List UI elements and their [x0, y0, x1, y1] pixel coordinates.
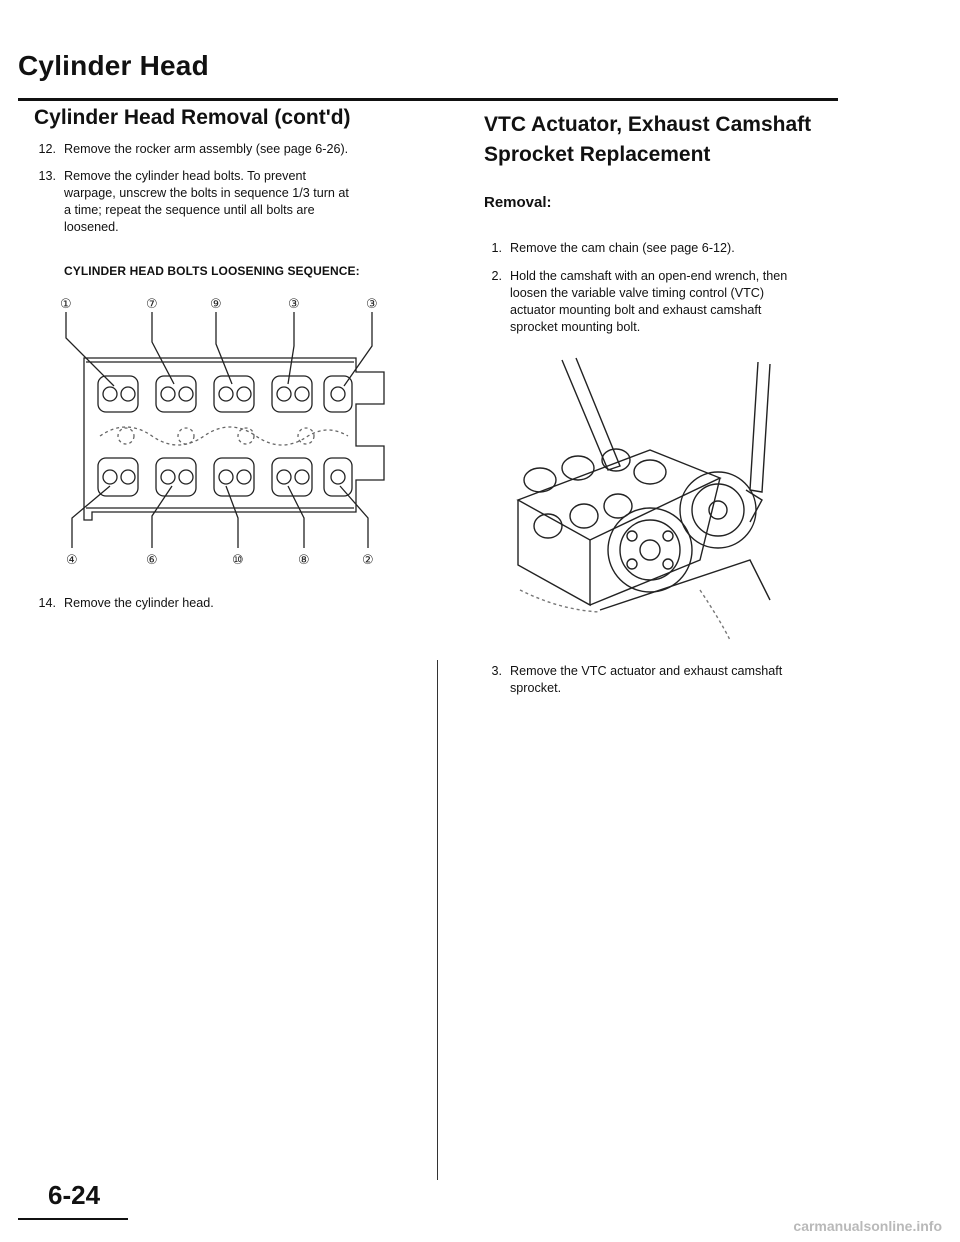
header-rule — [18, 98, 838, 101]
step-number: 1. — [491, 241, 502, 255]
page-number: 6-24 — [48, 1180, 101, 1210]
step-number: 13. — [38, 169, 56, 183]
diagram-caption: CYLINDER HEAD BOLTS LOOSENING SEQUENCE: — [64, 264, 360, 278]
bolt-label-top-1: ① — [60, 297, 72, 312]
step-text-line: a time; repeat the sequence until all bolts are — [64, 203, 315, 217]
section-title-vtc-line1: VTC Actuator, Exhaust Camshaft — [484, 113, 812, 136]
step-text: Remove the rocker arm assembly (see page 6-26). — [64, 142, 349, 156]
step-text: Remove the cylinder head. — [64, 596, 214, 610]
camshaft-wrench-illustration — [500, 350, 820, 650]
step-text: Remove the cam chain (see page 6-12). — [510, 241, 735, 255]
step-13 — [34, 168, 414, 240]
bolt-label-bottom-2: ⑥ — [146, 553, 158, 568]
step-text-line: Hold the camshaft with an open-end wrench, then — [510, 269, 788, 283]
step-text-line: Remove the VTC actuator and exhaust camshaft — [510, 664, 783, 678]
bolt-label-bottom-5: ② — [362, 553, 374, 568]
column-divider — [437, 660, 438, 1180]
step-text-line: sprocket. — [510, 681, 562, 695]
step-text-line: warpage, unscrew the bolts in sequence 1/3 turn at — [64, 186, 349, 200]
step-text-line: sprocket mounting bolt. — [510, 320, 641, 334]
section-title-head-removal: Cylinder Head Removal (cont'd) — [34, 106, 351, 129]
step-3 — [484, 663, 844, 699]
bolt-label-top-5: ③ — [366, 297, 378, 312]
step-text-line: loosened. — [64, 220, 119, 234]
bolt-label-top-4: ③ — [288, 297, 300, 312]
watermark: carmanualsonline.info — [793, 1218, 942, 1234]
section-title-vtc-line2: Sprocket Replacement — [484, 143, 711, 166]
step-number: 12. — [38, 142, 56, 156]
step-number: 3. — [491, 664, 502, 678]
bolt-label-top-2: ⑦ — [146, 297, 158, 312]
removal-subheading: Removal: — [484, 194, 552, 211]
bolt-label-bottom-1: ④ — [66, 553, 78, 568]
step-number: 14. — [38, 596, 56, 610]
step-2 — [484, 268, 844, 340]
page-header-title: Cylinder Head — [18, 50, 209, 81]
cylinder-head-bolt-diagram — [56, 286, 406, 576]
step-text-line: loosen the variable valve timing control (VTC) — [510, 286, 765, 300]
bolt-label-bottom-4: ⑧ — [298, 553, 310, 568]
bolt-label-bottom-3: ⑩ — [232, 553, 244, 568]
step-number: 2. — [491, 269, 502, 283]
footer-rule — [18, 1218, 128, 1220]
step-text-line: actuator mounting bolt and exhaust camshaft — [510, 303, 762, 317]
step-text-line: Remove the cylinder head bolts. To prevent — [64, 169, 306, 183]
bolt-label-top-3: ⑨ — [210, 297, 222, 312]
